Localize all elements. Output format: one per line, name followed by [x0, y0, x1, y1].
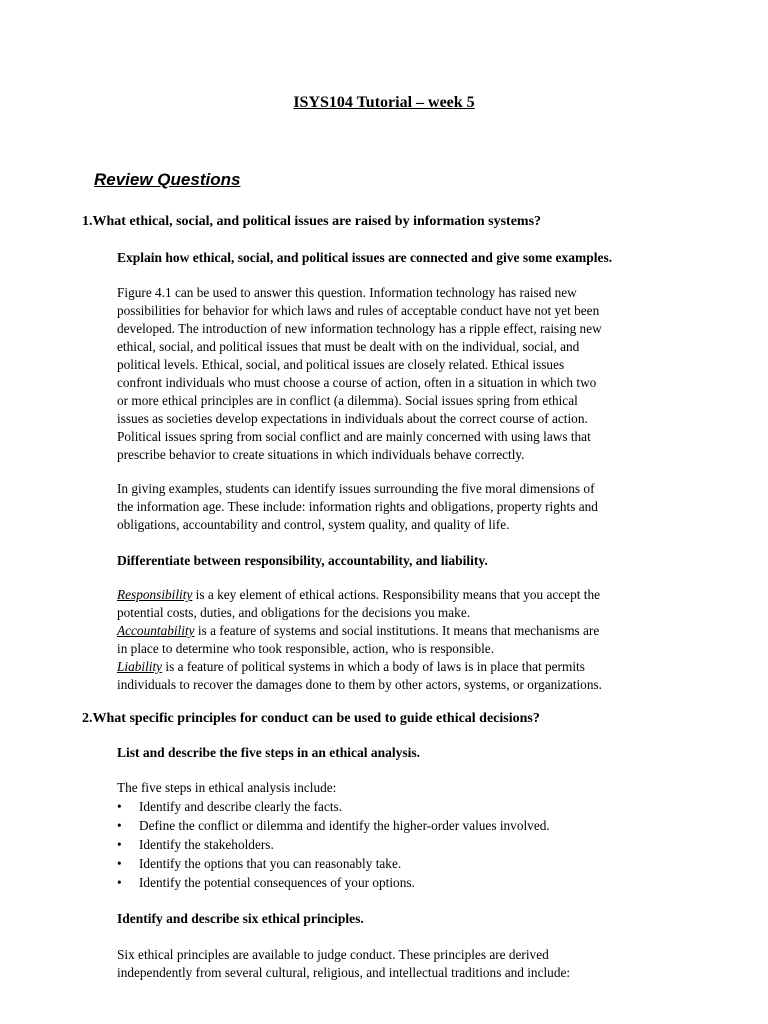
text-line: ethical, social, and political issues that must be dealt with on the individual, social, and: [117, 339, 580, 354]
accountability-text: is a feature of systems and social institutions. It means that mechanisms are: [194, 623, 600, 638]
text-line: confront individuals who must choose a course of action, often in a situation in which two: [117, 375, 597, 390]
text-line: The five steps in ethical analysis include:: [117, 780, 337, 795]
bullet-icon: •: [117, 875, 122, 890]
text-line: Six ethical principles are available to judge conduct. These principles are derived: [117, 947, 549, 962]
accountability-line: [117, 622, 677, 640]
text-line: potential costs, duties, and obligations for the decisions you make.: [117, 605, 471, 620]
accountability-term: Accountability: [117, 623, 195, 638]
question-2: 2.What specific principles for conduct can be used to guide ethical decisions?: [82, 711, 540, 726]
question-1-subquestion-1: Explain how ethical, social, and political issues are connected and give some examples.: [117, 250, 613, 265]
list-item: • Identify the potential consequences of your options.: [117, 875, 415, 890]
definitions-paragraph: [117, 586, 677, 694]
liability-term: Liability: [117, 659, 163, 674]
document-title: ISYS104 Tutorial – week 5: [293, 94, 475, 111]
text-line: In giving examples, students can identify issues surrounding the five moral dimensions of: [117, 481, 595, 496]
text-line: independently from several cultural, religious, and intellectual traditions and include:: [117, 965, 571, 980]
liability-line: [117, 658, 677, 676]
responsibility-text: is a key element of ethical actions. Responsibility means that you accept the: [192, 587, 600, 602]
question-2-subquestion-1: List and describe the five steps in an ethical analysis.: [117, 745, 421, 760]
text-line: developed. The introduction of new information technology has a ripple effect, raising new: [117, 321, 602, 336]
bullet-icon: •: [117, 818, 122, 833]
steps-intro: [117, 779, 677, 797]
liability-text: is a feature of political systems in which a body of laws is in place that permits: [162, 659, 585, 674]
question-1-subquestion-2: Differentiate between responsibility, accountability, and liability.: [117, 553, 488, 568]
bullet-icon: •: [117, 799, 122, 814]
text-line: the information age. These include: information rights and obligations, property rights and: [117, 499, 598, 514]
bullet-icon: •: [117, 856, 122, 871]
text-line: obligations, accountability and control, system quality, and quality of life.: [117, 517, 510, 532]
list-item: • Define the conflict or dilemma and identify the higher-order values involved.: [117, 818, 550, 833]
text-line: prescribe behavior to create situations in which individuals behave correctly.: [117, 447, 525, 462]
text-line: issues as societies develop expectations in individuals about the correct course of action.: [117, 411, 588, 426]
text-line: political levels. Ethical, social, and political issues are closely related. Ethical issues: [117, 357, 565, 372]
question-1: 1.What ethical, social, and political issues are raised by information systems?: [82, 214, 542, 229]
list-item: • Identify the stakeholders.: [117, 837, 274, 852]
list-item: • Identify and describe clearly the facts.: [117, 799, 343, 814]
answer-paragraph-1: [117, 284, 677, 464]
list-item: • Identify the options that you can reasonably take.: [117, 856, 402, 871]
steps-list: [117, 797, 550, 892]
text-line: Figure 4.1 can be used to answer this question. Information technology has raised new: [117, 285, 577, 300]
text-line: or more ethical principles are in conflict (a dilemma). Social issues spring from ethical: [117, 393, 578, 408]
text-line: individuals to recover the damages done to them by other actors, systems, or organizations.: [117, 677, 602, 692]
principles-paragraph: [117, 946, 677, 982]
question-2-subquestion-2: Identify and describe six ethical principles.: [117, 911, 364, 926]
answer-paragraph-2: [117, 480, 677, 534]
text-line: in place to determine who took responsible, action, who is responsible.: [117, 641, 495, 656]
responsibility-line: [117, 586, 677, 604]
text-line: possibilities for behavior for which laws and rules of acceptable conduct have not yet been: [117, 303, 600, 318]
text-line: Political issues spring from social conflict and are mainly concerned with using laws that: [117, 429, 591, 444]
bullet-icon: •: [117, 837, 122, 852]
responsibility-term: Responsibility: [117, 587, 193, 602]
section-heading: Review Questions: [94, 170, 241, 189]
